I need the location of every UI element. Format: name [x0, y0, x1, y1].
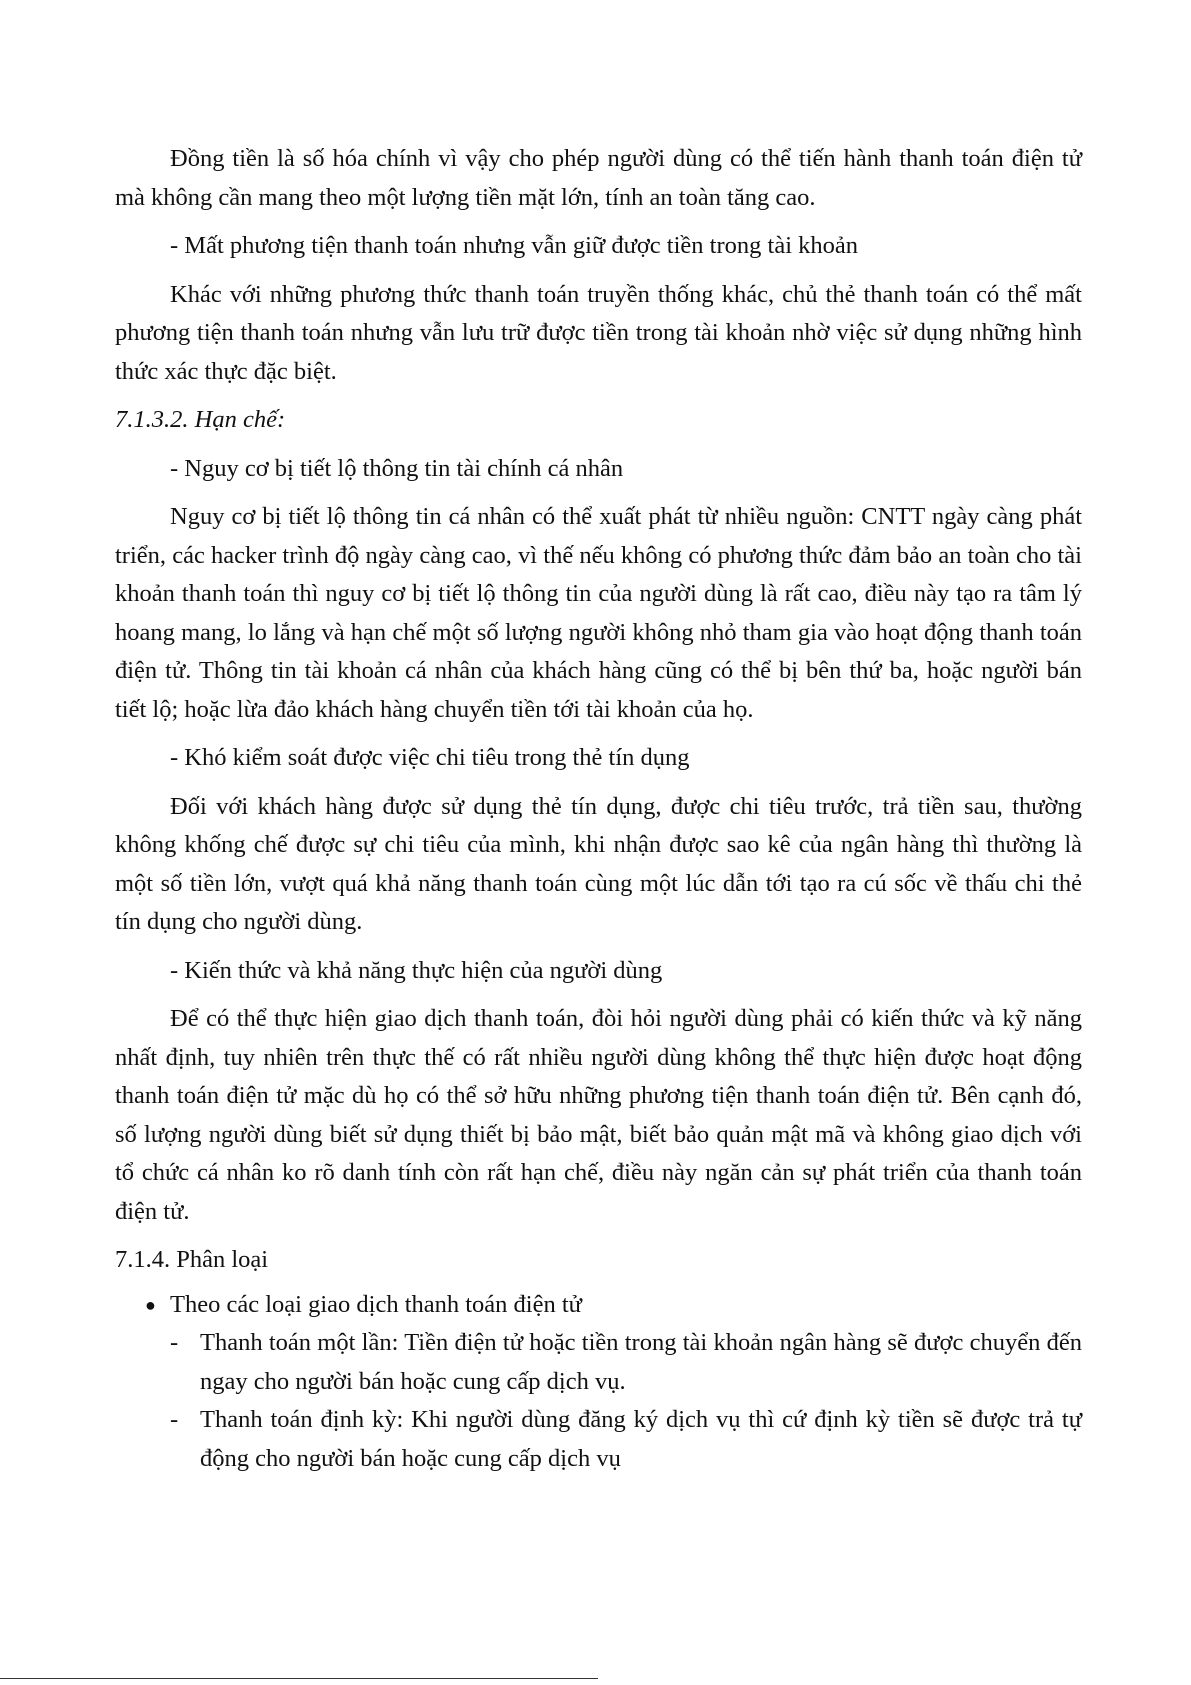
sub-list: [115, 1324, 1082, 1478]
point-info-leak-risk: - Nguy cơ bị tiết lộ thông tin tài chính cá nhân: [170, 454, 624, 482]
point-lost-payment-means: - Mất phương tiện thanh toán nhưng vẫn giữ được tiền trong tài khoản: [170, 232, 858, 259]
paragraph-digital-money: Đồng tiền là số hóa chính vì vậy cho phép người dùng có thể tiến hành thanh toán điện tử mà không cần mang theo một lượng tiền mặt lớn, tính an toàn tăng cao.: [115, 145, 1082, 211]
dash-marker: -: [170, 1406, 179, 1433]
list-item-text: Thanh toán một lần: Tiền điện tử hoặc tiền trong tài khoản ngân hàng sẽ được chuyển đến ngay cho người bán hoặc cung cấp dịch vụ.: [200, 1329, 1082, 1395]
paragraph-info-leak-risk: Nguy cơ bị tiết lộ thông tin cá nhân có thể xuất phát từ nhiều nguồn: CNTT ngày càng phát triển, các hacker trình độ ngày càng cao, vì thế nếu không có phương thức đảm bảo an toàn cho tài khoản thanh toán thì nguy cơ bị tiết lộ thông tin của người dùng là rất cao, điều này tạo ra tâm lý hoang mang, lo lắng và hạn chế một số lượng người không nhỏ tham gia vào hoạt động thanh toán điện tử. Thông tin tài khoản cá nhân của khách hàng cũng có thể bị bên thứ ba, hoặc người bán tiết lộ; hoặc lừa đảo khách hàng chuyển tiền tới tài khoản của họ.: [115, 503, 1082, 723]
dash-marker: -: [170, 1329, 179, 1356]
bullet-dot-icon: ●: [145, 1294, 156, 1315]
list-item: [115, 1401, 1082, 1478]
bullet-transaction-types: [115, 1286, 1082, 1325]
point-credit-spending-control: - Khó kiểm soát được việc chi tiêu trong thẻ tín dụng: [170, 744, 690, 771]
footer-divider: [0, 1678, 598, 1679]
list-item-text: Thanh toán định kỳ: Khi người dùng đăng ký dịch vụ thì cứ định kỳ tiền sẽ được trả tự động cho người bán hoặc cung cấp dịch vụ: [200, 1406, 1082, 1472]
point-user-knowledge: - Kiến thức và khả năng thực hiện của người dùng: [170, 956, 663, 984]
heading-limitations: 7.1.3.2. Hạn chế:: [115, 406, 286, 433]
bullet-text: Theo các loại giao dịch thanh toán điện tử: [170, 1290, 582, 1318]
page-content: [115, 140, 1082, 1478]
paragraph-user-knowledge: Để có thể thực hiện giao dịch thanh toán, đòi hỏi người dùng phải có kiến thức và kỹ năng nhất định, tuy nhiên trên thực thế có rất nhiều người dùng không thể thực hiện được hoạt động thanh toán điện tử mặc dù họ có thể sở hữu những phương tiện thanh toán điện tử. Bên cạnh đó, số lượng người dùng biết sử dụng thiết bị bảo mật, biết bảo quản mật mã và không giao dịch với tổ chức cá nhân ko rõ danh tính còn rất hạn chế, điều này ngăn cản sự phát triển của thanh toán điện tử.: [115, 1005, 1082, 1225]
paragraph-credit-spending-control: Đối với khách hàng được sử dụng thẻ tín dụng, được chi tiêu trước, trả tiền sau, thường không khống chế được sự chi tiêu của mình, khi nhận được sao kê của ngân hàng thì thường là một số tiền lớn, vượt quá khả năng thanh toán cùng một lúc dẫn tới tạo ra cú sốc về thấu chi thẻ tín dụng cho người dùng.: [115, 792, 1082, 935]
paragraph-lost-payment-means: Khác với những phương thức thanh toán truyền thống khác, chủ thẻ thanh toán có thể mất phương tiện thanh toán nhưng vẫn lưu trữ được tiền trong tài khoản nhờ việc sử dụng những hình thức xác thực đặc biệt.: [115, 280, 1082, 385]
list-item: [115, 1324, 1082, 1401]
heading-classification: 7.1.4. Phân loại: [115, 1246, 269, 1273]
